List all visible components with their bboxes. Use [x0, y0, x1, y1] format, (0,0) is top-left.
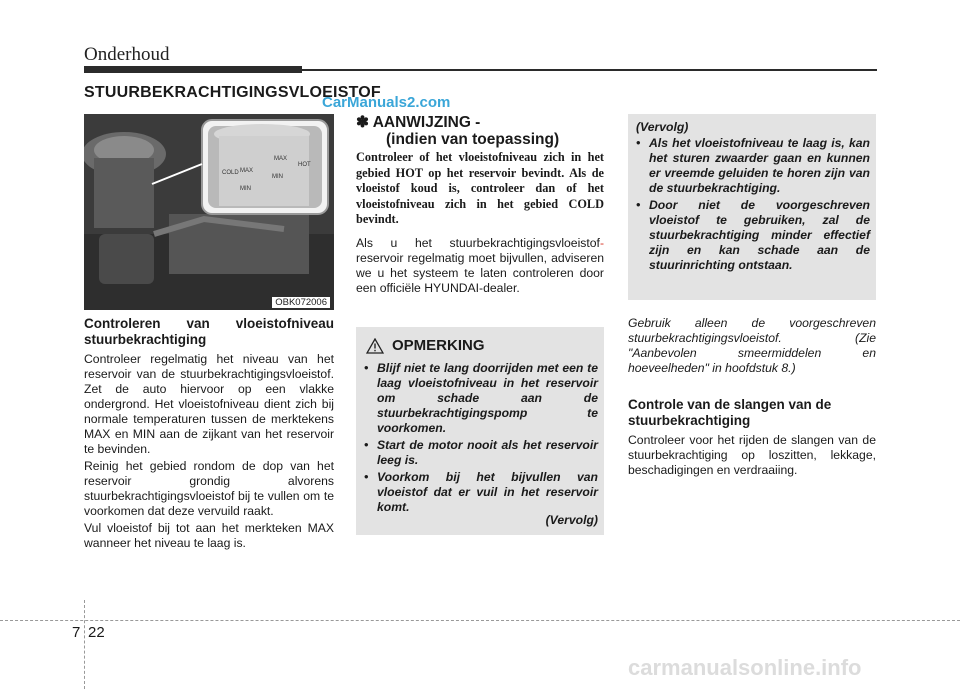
warning-item: • Voorkom bij het bijvullen van vloeistof dat er vuil in het reservoir komt.: [364, 470, 598, 514]
left-paragraph-1: Controleer regelmatig het niveau van het reservoir van de stuurbekrachtigingsvloeistof. Zet de auto hiervoor op een vlakke ondergrond. Het vloeistofniveau dient zich bij normale temperaturen tussen de merktekens MAX en MIN aan de zijkant van het reservoir te bevinden.: [84, 352, 334, 456]
note-body-dash: -: [599, 236, 604, 250]
warning-item: • Blijf niet te lang doorrijden met een te laag vloeistofniveau in het reservoir om schade aan de stuurbekrachtigingspomp te voorkomen.: [364, 361, 598, 435]
warning-box: [356, 327, 604, 535]
note-heading-line2: (indien van toepassing): [386, 131, 560, 148]
continued-item: • Door niet de voorgeschreven vloeistof te gebruiken, zal de stuurbekrachtiging minder effectief zijn en kan schade aan de stuurinrichting ontstaan.: [636, 198, 870, 272]
note-body-part2: reservoir regelmatig moet bijvullen, adviseren we u het systeem te laten controleren door een officiële HYUNDAI-dealer.: [356, 251, 604, 295]
header-rule: [302, 69, 877, 71]
label-max-hot: MAX: [274, 156, 288, 162]
note-body: [356, 236, 604, 296]
watermark-link[interactable]: CarManuals2.com: [322, 94, 451, 111]
label-hot: HOT: [298, 162, 311, 168]
left-paragraph-3: Vul vloeistof bij tot aan het merkteken MAX wanneer het niveau te laag is.: [84, 521, 334, 550]
left-subhead: Controleren van vloeistofniveau stuurbekrachtiging: [84, 316, 334, 347]
photo-code: OBK072006: [272, 297, 330, 308]
warning-triangle-icon: [366, 338, 384, 354]
site-watermark: carmanualsonline.info: [628, 655, 862, 680]
chapter-number: 7: [72, 624, 81, 641]
reservoir-illustration: [84, 114, 334, 310]
warning-list: [364, 361, 598, 517]
note-heading: [356, 114, 559, 148]
warning-item: • Start de motor nooit als het reservoir leeg is.: [364, 438, 598, 467]
continued-item: • Als het vloeistofniveau te laag is, kan het sturen zwaarder gaan en kunnen er vreemde geluiden te horen zijn van de stuurbekrachtiging.: [636, 136, 870, 195]
warning-continued: (Vervolg): [545, 513, 598, 527]
left-paragraph-2: Reinig het gebied rondom de dop van het reservoir grondig alvorens stuurbekrachtigingsvloeistof bij te vullen om te voorkomen dat deze vervuild raakt.: [84, 459, 334, 518]
footer-divider: [0, 620, 960, 621]
warning-header: [366, 337, 485, 354]
hoses-paragraph: Controleer voor het rijden de slangen van de stuurbekrachtiging op loszitten, lekkage, beschadigingen en verdraaiing.: [628, 433, 876, 477]
label-cold: COLD: [222, 170, 239, 176]
note-heading-line1: ✽ AANWIJZING -: [356, 114, 481, 131]
continued-box: [628, 114, 876, 300]
hoses-subhead: Controle van de slangen van de stuurbekrachtiging: [628, 397, 832, 428]
continued-list: [636, 136, 870, 275]
left-column: [84, 316, 334, 553]
warning-title: OPMERKING: [392, 337, 485, 354]
section-title: STUURBEKRACHTIGINGSVLOEISTOF: [84, 84, 381, 101]
reservoir-photo: [84, 114, 334, 310]
label-min-cold: MIN: [240, 186, 251, 192]
header-bar: [84, 66, 302, 73]
note-body-part1: Als u het stuurbekrachtigingsvloeistof: [356, 236, 600, 250]
fluid-reference-text: Gebruik alleen de voorgeschreven stuurbekrachtigingsvloeistof. (Zie "Aanbevolen smeermiddelen en hoeveelheden" in hoofdstuk 8.): [628, 316, 876, 375]
continued-label: (Vervolg): [636, 120, 689, 134]
label-min-hot: MIN: [272, 174, 283, 180]
page-number: 22: [88, 624, 105, 641]
footer-vertical-divider: [84, 600, 85, 689]
note-serif-text: Controleer of het vloeistofniveau zich in het gebied HOT op het reservoir bevindt. Als de vloeistof koud is, controleer dan of het vloeistofniveau zich in het gebied COLD bevindt.: [356, 150, 604, 226]
header-title: Onderhoud: [84, 44, 170, 65]
label-max-cold: MAX: [240, 168, 254, 174]
